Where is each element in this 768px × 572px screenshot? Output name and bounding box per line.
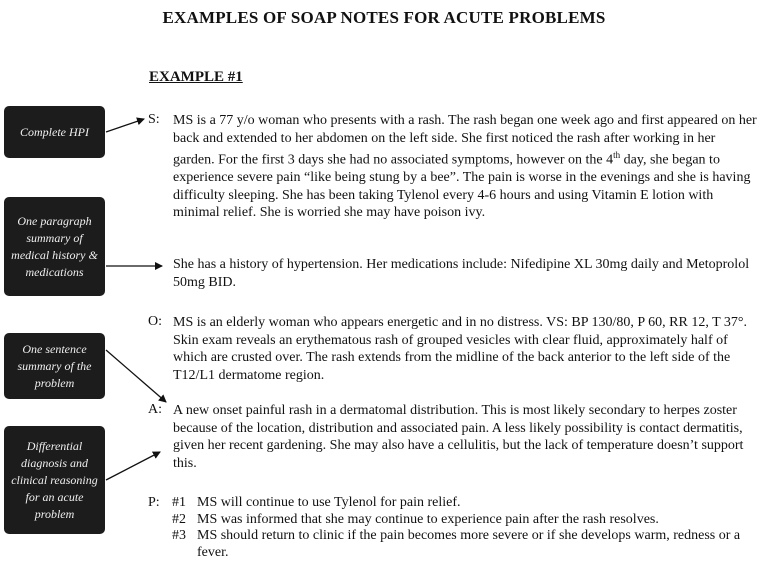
subjective-text-part-2: day, she began to experience severe pain “like being stung by a bee”. The pain is worse in the evenings and she is having difficulty sleeping. She has been taking Tylenol every 4-6 hours and using Vitamin E lotion with minimal relief. She is worried she may have poison ivy. [173,152,751,221]
ordinal-superscript: th [613,150,621,160]
plan-item-text: MS should return to clinic if the pain becomes more severe or if she develops warm, redness or a fever. [197,528,741,560]
assessment-label: A: [148,402,162,417]
arrow-to-subjective [106,119,144,132]
objective-text: MS is an elderly woman who appears energetic and in no distress. VS: BP 130/80, P 60, RR 12, T 37°. Skin exam reveals an erythematous rash of grouped vesicles with clear fluid, approximately half of which are crusted over. The rash extends from the midline of the back anterior to the left side of the T12/L1 dermatome region. [173,315,747,383]
assessment-text: A new onset painful rash in a dermatomal distribution. This is most likely secondary to herpes zoster because of the location, distribution and associated pain. A less likely possibility is contact dermatitis, given her recent gardening. She may also have a cellulitis, but the lack of temperature doesn’t support this. [173,403,744,471]
callout-differential-diagnosis: Differential diagnosis and clinical reasoning for an acute problem [4,426,105,534]
subjective-label: S: [148,112,160,127]
plan-label: P: [148,495,160,510]
plan-item-text: MS was informed that she may continue to experience pain after the rash resolves. [197,511,659,527]
plan-item-2 [172,512,762,529]
objective-label: O: [148,314,162,329]
plan-item-number: #1 [172,495,186,510]
subjective-text [173,112,758,222]
callout-history-summary: One paragraph summary of medical history & medications [4,197,105,296]
arrow-to-assessment [106,452,160,480]
callout-complete-hpi: Complete HPI [4,106,105,158]
callout-problem-summary: One sentence summary of the problem [4,333,105,399]
subjective-text-part-1: MS is a 77 y/o woman who presents with a rash. The rash began one week ago and first appeared on her back and extended to her abdomen on the left side. She first noticed the rash after working in her garden. For the first 3 days she had no associated symptoms, however on the 4 [173,113,757,168]
page-title: EXAMPLES OF SOAP NOTES FOR ACUTE PROBLEMS [162,8,606,27]
plan-item-text: MS will continue to use Tylenol for pain relief. [197,495,461,510]
history-text: She has a history of hypertension. Her medications include: Nifedipine XL 30mg daily and Metoprolol 50mg BID. [173,257,750,290]
plan-item-1 [172,495,762,512]
plan-item-3 [172,528,762,561]
plan-list [172,495,762,561]
plan-item-number: #2 [172,511,186,527]
plan-item-number: #3 [172,528,186,543]
example-heading: EXAMPLE #1 [149,69,243,85]
arrow-to-objective [106,350,166,402]
